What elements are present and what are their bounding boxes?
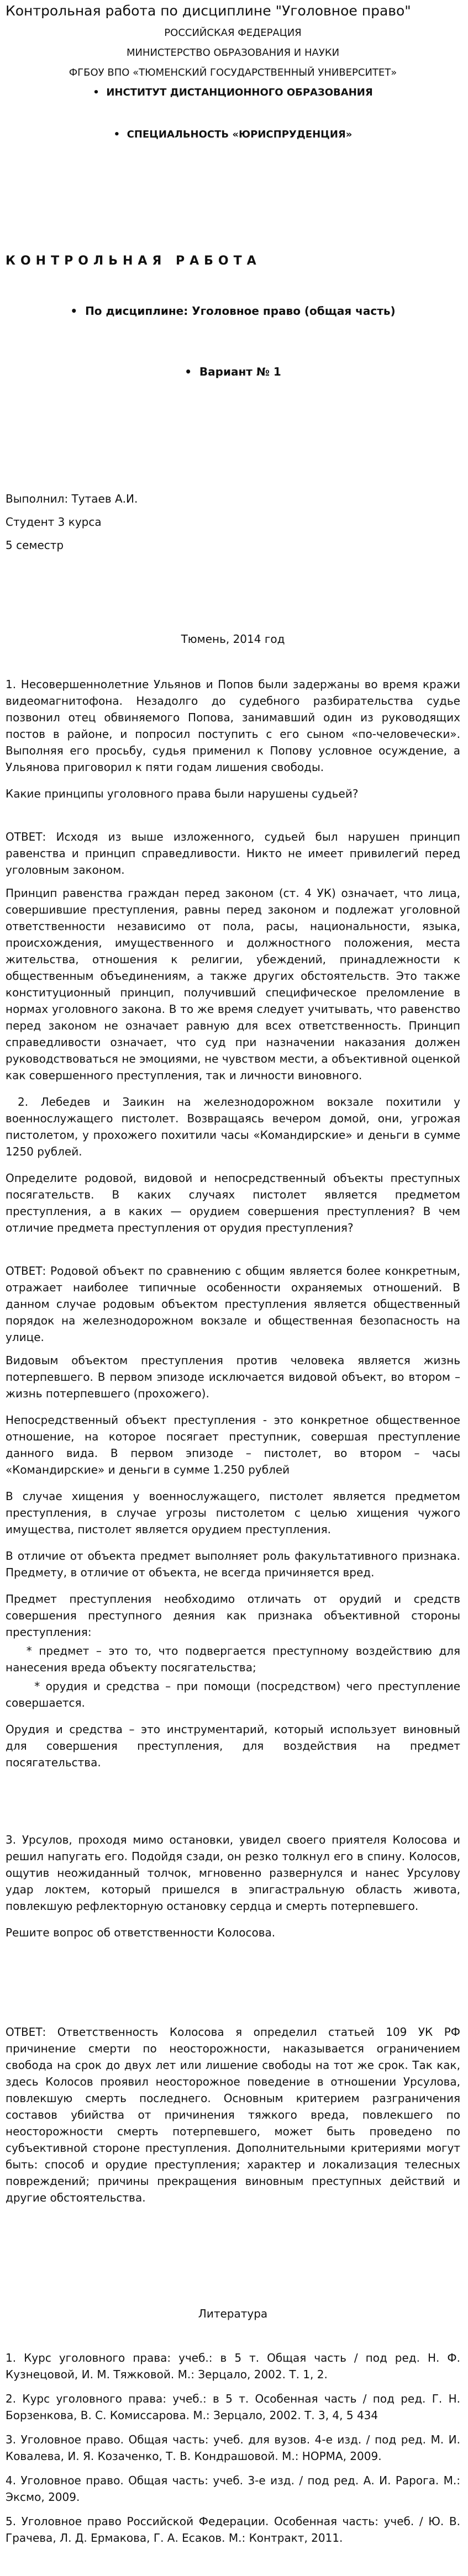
task-1-text: 1. Несовершеннолетние Ульянов и Попов были задержаны во время кражи видеомагнитофона. Незадолго до судебного разбирательства судье позвонил отец обвиняемого Попова, занимавший один из руководящих постов в районе, и попросил поступить с его сыном «по-человечески». Выполняя его просьбу, судья применил к Попову условное осуждение, а Ульянова приговорил к пяти годам лишения свободы. [6,678,460,774]
header-speciality: • СПЕЦИАЛЬНОСТЬ «ЮРИСПРУДЕНЦИЯ» [6,127,460,142]
header-institute: • ИНСТИТУТ ДИСТАНЦИОННОГО ОБРАЗОВАНИЯ [6,85,460,101]
task-2-paragraph-2: Непосредственный объект преступления - это конкретное общественное отношение, на которое посягает преступник, совершая преступление данного вида. В первом эпизоде – пистолет, во втором – часы «Командирские» и деньги в сумме 1.250 рублей [6,1413,460,1476]
literature-item: 4. Уголовное право. Общая часть: учеб. 3-е изд. / под ред. А. И. Рарога. М.: Эксмо, 2009. [6,2474,460,2504]
task-3 [6,1831,460,2206]
task-2 [6,1094,464,1771]
task-3-text: 3. Урсулов, проходя мимо остановки, увидел своего приятеля Колосова и решил напугать его. Подойдя сзади, он резко толкнул его в спину. Колосов, ощутив неожиданный толчок, мгновенно развернулся и нанес Урсулову удар локтем, который пришелся в эпигастральную область живота, повлекшую рефлекторную остановку сердца и смерть потерпевшего. [6,1833,460,1913]
discipline: • По дисциплине: Уголовное право (общая часть) [6,303,460,319]
variant: • Вариант № 1 [6,363,460,380]
task-2-paragraph-1: Видовым объектом преступления против человека является жизнь потерпевшего. В первом эпизоде исключается видовой объект, во втором – жизнь потерпевшего (прохожего). [6,1354,460,1400]
header-country: РОССИЙСКАЯ ФЕДЕРАЦИЯ [164,27,302,39]
task-2-paragraph-6: * предмет – это то, что подвергается преступному воздействию для нанесения вреда объекту посягательства; [6,1644,464,1674]
task-2-paragraph-7: * орудия и средства – при помощи (посредством) чего преступление совершается. [6,1680,464,1709]
author-student: Студент 3 курса [6,515,102,529]
author-semester: 5 семестр [6,539,64,552]
task-1-question: Какие принципы уголовного права были нарушены судьей? [6,787,359,800]
document [0,2,468,2576]
task-2-paragraph-5: Предмет преступления необходимо отличать от орудий и средств совершения преступного деяния как признака объективной стороны преступления: [6,1592,460,1639]
work-type: КОНТРОЛЬНАЯ РАБОТА [6,254,261,268]
literature-title: Литература [198,2307,268,2320]
task-2-question: Определите родовой, видовой и непосредственный объекты преступных посягательств. В каких случаях пистолет является предметом преступления, а в каких — орудием совершения преступления? В чем отличие предмета преступления от орудия преступления? [6,1171,460,1234]
literature [6,2305,460,2546]
task-3-answer: ОТВЕТ: Ответственность Колосова я определил статьей 109 УК РФ причинение смерти по неосторожности, наказывается ограничением свобода на срок до двух лет или лишение свободы на тот же срок. Так как, здесь Колосов проявил неосторожное поведение в отношении Урсулова, повлекшую смерть последнего. Основным критерием разграничения составов убийства от причинения тяжкого вреда, повлекшего по неосторожности смерть потерпевшего, может быть проведено по субъективной стороне преступления. Дополнительными критериями могут быть: способ и орудие преступления; характер и локализация телесных повреждений; причины прекращения виновным преступных действий и другие обстоятельства. [6,2025,460,2204]
task-1-answer: ОТВЕТ: Исходя из выше изложенного, судьей был нарушен принцип равенства и принцип справедливости. Никто не имеет привилегий перед уголовным законом. [6,830,460,877]
literature-item: 3. Уголовное право. Общая часть: учеб. для вузов. 4-е изд. / под ред. М. И. Ковалева, И. Я. Козаченко, Т. В. Кондрашовой. М.: НОРМА, 2009. [6,2433,460,2463]
task-2-paragraph-3: В случае хищения у военнослужащего, пистолет является предметом преступления, в случае угрозы пистолетом с целью хищения чужого имущества, пистолет является орудием преступления. [6,1490,460,1536]
literature-item: 2. Курс уголовного права: учеб.: в 5 т. Особенная часть / под ред. Г. Н. Борзенкова, В. С. Комиссарова. М.: Зерцало, 2002. Т. 3, 4, 5 434 [6,2392,460,2422]
literature-item: 5. Уголовное право Российской Федерации. Особенная часть: учеб. / Ю. В. Грачева, Л. Д. Ермакова, Г. А. Есаков. М.: Контракт, 2011. [6,2515,460,2545]
header-ministry: МИНИСТЕРСТВО ОБРАЗОВАНИЯ И НАУКИ [126,47,340,59]
title-page [6,25,460,647]
bullet-icon [93,87,106,98]
task-2-paragraph-8: Орудия и средства – это инструментарий, который использует виновный для совершения преступления, для воздействия на предмет посягательства. [6,1723,460,1769]
task-1-paragraph: Принцип равенства граждан перед законом (ст. 4 УК) означает, что лица, совершившие преступления, равны перед законом и подлежат уголовной ответственности независимо от пола, расы, национальности, языка, происхождения, имущественного и должностного положения, места жительства, отношения к религии, убеждений, принадлежности к общественным объединениям, а также других обстоятельств. Это также конституционный принцип, получивший специфическое преломление в нормах уголовного закона. В то же время следует учитывать, что равенство перед законом не означает равную для всех ответственность. Принцип справедливости означает, что суд при назначении наказания должен руководствоваться не эмоциями, не чувством мести, а объективной оценкой как совершенного преступления, так и личности виновного. [6,886,460,1082]
literature-item: 1. Курс уголовного права: учеб.: в 5 т. Общая часть / под ред. Н. Ф. Кузнецовой, И. М. Тяжковой. М.: Зерцало, 2002. Т. 1, 2. [6,2351,460,2381]
bullet-icon [114,129,127,140]
task-2-paragraph-4: В отличие от объекта предмет выполняет роль факультативного признака. Предмету, в отличие от объекта, не всегда причиняется вред. [6,1549,460,1579]
city-year: Тюмень, 2014 год [181,632,285,646]
bullet-icon [70,304,85,318]
task-2-text: 2. Лебедев и Заикин на железнодорожном вокзале похитили у военнослужащего пистолет. Возвращаясь вечером домой, они, угрожая пистолетом, у прохожего похитили часы «Командирские» и деньги в сумме 1250 рублей. [6,1095,460,1158]
header-university: ФГБОУ ВПО «ТЮМЕНСКИЙ ГОСУДАРСТВЕННЫЙ УНИВЕРСИТЕТ» [69,67,397,78]
task-3-question: Решите вопрос об ответственности Колосова. [6,1926,276,1939]
task-2-answer: ОТВЕТ: Родовой объект по сравнению с общим является более конкретным, отражает наиболее типичные особенности охраняемых отношений. В данном случае родовым объектом преступления является общественный порядок на железнодорожном вокзале и общественная безопасность на улице. [6,1264,460,1344]
author-performed: Выполнил: Тутаев А.И. [6,492,138,505]
document-title: Контрольная работа по дисциплине "Уголовное право" [6,3,411,19]
bullet-icon [185,365,199,378]
task-1 [6,676,460,1084]
